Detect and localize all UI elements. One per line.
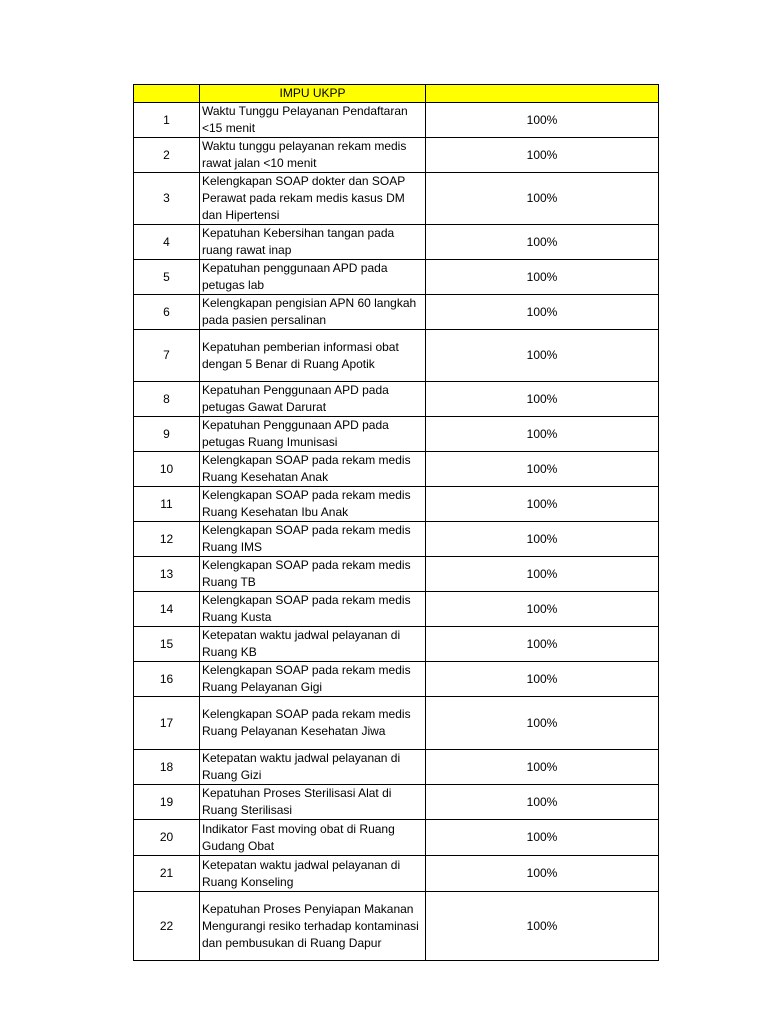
- achievement-value: 100%: [426, 856, 659, 892]
- table-row: [134, 173, 659, 225]
- indicator-text: Kepatuhan Proses Penyiapan Makanan Mengurangi resiko terhadap kontaminasi dan pembusukan di Ruang Dapur: [200, 892, 426, 961]
- table-row: [134, 557, 659, 592]
- row-number: 22: [134, 892, 200, 961]
- row-number: 4: [134, 225, 200, 260]
- achievement-value: 100%: [426, 750, 659, 785]
- row-number: 9: [134, 417, 200, 452]
- row-number: 10: [134, 452, 200, 487]
- row-number: 2: [134, 138, 200, 173]
- table-row: [134, 138, 659, 173]
- achievement-value: 100%: [426, 487, 659, 522]
- achievement-value: 100%: [426, 522, 659, 557]
- indicator-table: [133, 84, 659, 961]
- achievement-value: 100%: [426, 417, 659, 452]
- achievement-value: 100%: [426, 452, 659, 487]
- header-no-cell: [134, 85, 200, 103]
- indicator-text: Ketepatan waktu jadwal pelayanan di Ruang Konseling: [200, 856, 426, 892]
- achievement-value: 100%: [426, 892, 659, 961]
- row-number: 3: [134, 173, 200, 225]
- row-number: 5: [134, 260, 200, 295]
- table-row: [134, 627, 659, 662]
- indicator-text: Indikator Fast moving obat di Ruang Gudang Obat: [200, 820, 426, 856]
- achievement-value: 100%: [426, 103, 659, 138]
- row-number: 7: [134, 330, 200, 382]
- row-number: 18: [134, 750, 200, 785]
- indicator-text: Kepatuhan Kebersihan tangan pada ruang rawat inap: [200, 225, 426, 260]
- table-row: [134, 452, 659, 487]
- achievement-value: 100%: [426, 382, 659, 417]
- table-row: [134, 330, 659, 382]
- row-number: 21: [134, 856, 200, 892]
- header-value-cell: [426, 85, 659, 103]
- indicator-text: Kelengkapan SOAP pada rekam medis Ruang Pelayanan Kesehatan Jiwa: [200, 697, 426, 750]
- indicator-text: Kepatuhan Proses Sterilisasi Alat di Ruang Sterilisasi: [200, 785, 426, 820]
- indicator-text: Kelengkapan pengisian APN 60 langkah pada pasien persalinan: [200, 295, 426, 330]
- indicator-text: Kepatuhan pemberian informasi obat dengan 5 Benar di Ruang Apotik: [200, 330, 426, 382]
- indicator-text: Kepatuhan Penggunaan APD pada petugas Ruang Imunisasi: [200, 417, 426, 452]
- table-row: [134, 225, 659, 260]
- table-row: [134, 892, 659, 961]
- achievement-value: 100%: [426, 592, 659, 627]
- table-row: [134, 522, 659, 557]
- indicator-text: Kelengkapan SOAP dokter dan SOAP Perawat pada rekam medis kasus DM dan Hipertensi: [200, 173, 426, 225]
- table-row: [134, 856, 659, 892]
- table-row: [134, 750, 659, 785]
- achievement-value: 100%: [426, 138, 659, 173]
- row-number: 12: [134, 522, 200, 557]
- table-row: [134, 260, 659, 295]
- indicator-text: Kelengkapan SOAP pada rekam medis Ruang Kesehatan Anak: [200, 452, 426, 487]
- table-row: [134, 697, 659, 750]
- achievement-value: 100%: [426, 173, 659, 225]
- row-number: 1: [134, 103, 200, 138]
- row-number: 15: [134, 627, 200, 662]
- row-number: 8: [134, 382, 200, 417]
- indicator-text: Kelengkapan SOAP pada rekam medis Ruang Kusta: [200, 592, 426, 627]
- achievement-value: 100%: [426, 662, 659, 697]
- achievement-value: 100%: [426, 295, 659, 330]
- table-row: [134, 103, 659, 138]
- row-number: 6: [134, 295, 200, 330]
- achievement-value: 100%: [426, 785, 659, 820]
- row-number: 19: [134, 785, 200, 820]
- indicator-text: Waktu Tunggu Pelayanan Pendaftaran <15 menit: [200, 103, 426, 138]
- table-row: [134, 820, 659, 856]
- indicator-text: Kepatuhan penggunaan APD pada petugas lab: [200, 260, 426, 295]
- table-row: [134, 382, 659, 417]
- achievement-value: 100%: [426, 627, 659, 662]
- achievement-value: 100%: [426, 697, 659, 750]
- table-row: [134, 417, 659, 452]
- table-row: [134, 785, 659, 820]
- row-number: 13: [134, 557, 200, 592]
- indicator-text: Kelengkapan SOAP pada rekam medis Ruang IMS: [200, 522, 426, 557]
- indicator-text: Kepatuhan Penggunaan APD pada petugas Gawat Darurat: [200, 382, 426, 417]
- row-number: 20: [134, 820, 200, 856]
- table-header-row: [134, 85, 659, 103]
- row-number: 17: [134, 697, 200, 750]
- table-row: [134, 662, 659, 697]
- achievement-value: 100%: [426, 330, 659, 382]
- row-number: 16: [134, 662, 200, 697]
- indicator-text: Kelengkapan SOAP pada rekam medis Ruang TB: [200, 557, 426, 592]
- achievement-value: 100%: [426, 225, 659, 260]
- indicator-text: Ketepatan waktu jadwal pelayanan di Ruang KB: [200, 627, 426, 662]
- row-number: 14: [134, 592, 200, 627]
- table-row: [134, 295, 659, 330]
- achievement-value: 100%: [426, 260, 659, 295]
- indicator-text: Kelengkapan SOAP pada rekam medis Ruang Pelayanan Gigi: [200, 662, 426, 697]
- indicator-text: Kelengkapan SOAP pada rekam medis Ruang Kesehatan Ibu Anak: [200, 487, 426, 522]
- achievement-value: 100%: [426, 820, 659, 856]
- indicator-text: Waktu tunggu pelayanan rekam medis rawat jalan <10 menit: [200, 138, 426, 173]
- indicator-text: Ketepatan waktu jadwal pelayanan di Ruang Gizi: [200, 750, 426, 785]
- achievement-value: 100%: [426, 557, 659, 592]
- table-row: [134, 487, 659, 522]
- table-title: IMPU UKPP: [200, 85, 426, 103]
- row-number: 11: [134, 487, 200, 522]
- table-row: [134, 592, 659, 627]
